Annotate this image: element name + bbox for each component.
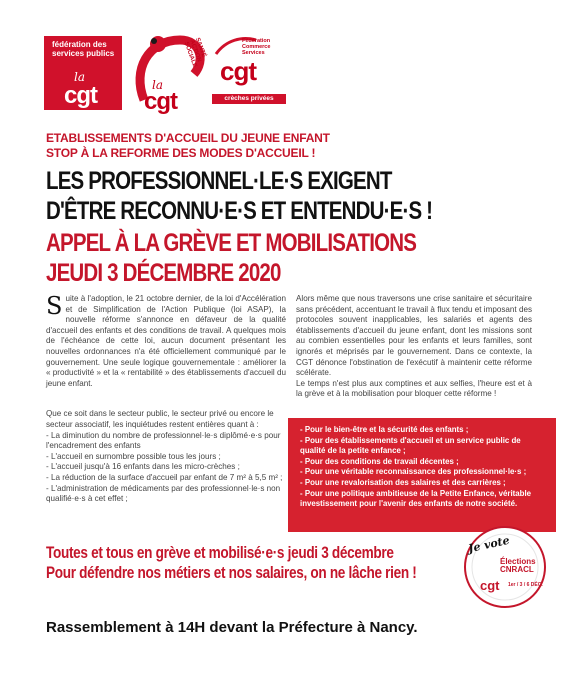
cta-line-2: Pour défendre nos métiers et nos salaires, on ne lâche rien !	[46, 563, 417, 582]
concerns-intro: Que ce soit dans le secteur public, le secteur privé ou encore le secteur associatif, les inquiétudes restent entières quant à :	[46, 409, 274, 429]
demands-list	[300, 425, 546, 510]
kicker	[46, 131, 536, 161]
concerns-block	[46, 409, 286, 504]
commerce-logo-cgt: cgt	[220, 56, 256, 86]
demand-item: - Pour une politique ambitieuse de la Petite Enfance, véritable investissement pour l'avenir des enfants de notre société.	[300, 488, 532, 509]
commerce-logo-text: Fédération Commerce Services	[242, 38, 271, 56]
fsp-logo-cgt: cgt	[64, 82, 97, 109]
concern-item: - L'accueil en surnombre possible tous les jours ;	[46, 451, 221, 461]
concern-item: - L'accueil jusqu'à 16 enfants dans les micro-crèches ;	[46, 462, 240, 472]
badge-dates: 1er / 3 / 6 DÉC.	[508, 582, 543, 588]
concerns-list	[46, 431, 286, 505]
demand-item: - Pour le bien-être et la sécurité des enfants ;	[300, 425, 469, 434]
call-to-action	[46, 543, 417, 583]
kicker-line-1: ETABLISSEMENTS D'ACCUEIL DU JEUNE ENFANT	[46, 131, 330, 145]
fsp-logo-text: fédération des services publics	[52, 40, 115, 58]
headline-line-1: LES PROFESSIONNEL·LE·S EXIGENT	[46, 167, 392, 195]
kicker-line-2: STOP À LA REFORME DES MODES D'ACCUEIL !	[46, 146, 316, 160]
context-paragraph: Alors même que nous traversons une crise sanitaire et sécuritaire sans précédent, accentuant le travail à flux tendu et imposant des protocoles souvent inapplicables, les salariés et agents des établissements d'accueil du jeune enfant, dont les missions sont au combien essentielles pour les enfants et leurs familles, sont ignorés et méprisés par le gouvernement. Dans ce contexte, la CGT dénonce l'obstination de l'exécutif à maintenir cette réforme scélérate.	[296, 294, 532, 378]
concern-item: - La diminution du nombre de professionnel·le·s diplômé·e·s pour l'encadrement des enfants	[46, 430, 281, 451]
sante-logo-text: SANTÉ ACTION SOCIALE	[182, 37, 207, 69]
headline	[46, 166, 464, 226]
demand-item: - Pour des conditions de travail décentes ;	[300, 456, 459, 466]
sante-logo-la: la	[152, 78, 163, 92]
demand-item: - Pour une revalorisation des salaires et des carrières ;	[300, 477, 506, 487]
commerce-logo-sub: crèches privées	[212, 94, 286, 104]
badge-elections: Élections CNRACL	[500, 557, 536, 574]
strike-call	[46, 228, 464, 288]
badge-cgt: cgt	[480, 578, 500, 593]
badge-je-vote: Je vote	[467, 533, 511, 556]
left-column	[46, 294, 286, 505]
headline-line-2: D'ÊTRE RECONNU·E·S ET ENTENDU·E·S !	[46, 197, 433, 225]
demand-item: - Pour une véritable reconnaissance des professionnel·le·s ;	[300, 467, 527, 477]
intro-text: uite à l'adoption, le 21 octobre dernier, de la loi d'Accélération et de Simplification de l'Action Publique (loi ASAP), la nouvelle réforme s'annonce en défaveur de la qualité d'accueil des enfants et des conditions de travail. A quelques mois de l'échéance de cette loi, aucun document présentant les nouvelles ordonnances n'a été officiellement communiqué par le gouvernement. Une seule logique gouvernementale : améliorer la « productivité » et la « rentabilité » des établissements d'accueil du jeune enfant.	[46, 294, 286, 388]
cta-line-1: Toutes et tous en grève et mobilisé·e·s jeudi 3 décembre	[46, 543, 394, 562]
sante-logo-cgt: cgt	[144, 88, 177, 115]
demands-box	[288, 418, 556, 532]
cgt-services-publics-logo	[44, 36, 122, 110]
demand-item: - Pour des établissements d'accueil et un service public de qualité de la petite enfance ;	[300, 435, 521, 456]
cgt-commerce-logo	[212, 32, 286, 112]
headline-line-4: JEUDI 3 DÉCEMBRE 2020	[46, 259, 281, 287]
cgt-sante-logo	[130, 30, 208, 116]
concern-item: - La réduction de la surface d'accueil par enfant de 7 m² à 5,5 m² ;	[46, 472, 283, 482]
fsp-logo-la: la	[74, 70, 85, 84]
call-paragraph: Le temps n'est plus aux comptines et aux selfies, l'heure est et à la grève et à la mobilisation pour bloquer cette réforme !	[296, 378, 532, 399]
right-column	[296, 294, 532, 400]
concern-item: - L'administration de médicaments par des professionnel·le·s non qualifié·e·s à cet effet ;	[46, 483, 281, 504]
dropcap: S	[46, 292, 63, 320]
intro-paragraph	[46, 294, 286, 389]
election-badge	[462, 524, 548, 610]
headline-line-3: APPEL À LA GRÈVE ET MOBILISATIONS	[46, 229, 417, 257]
rally-notice: Rassemblement à 14H devant la Préfecture à Nancy.	[46, 619, 418, 636]
